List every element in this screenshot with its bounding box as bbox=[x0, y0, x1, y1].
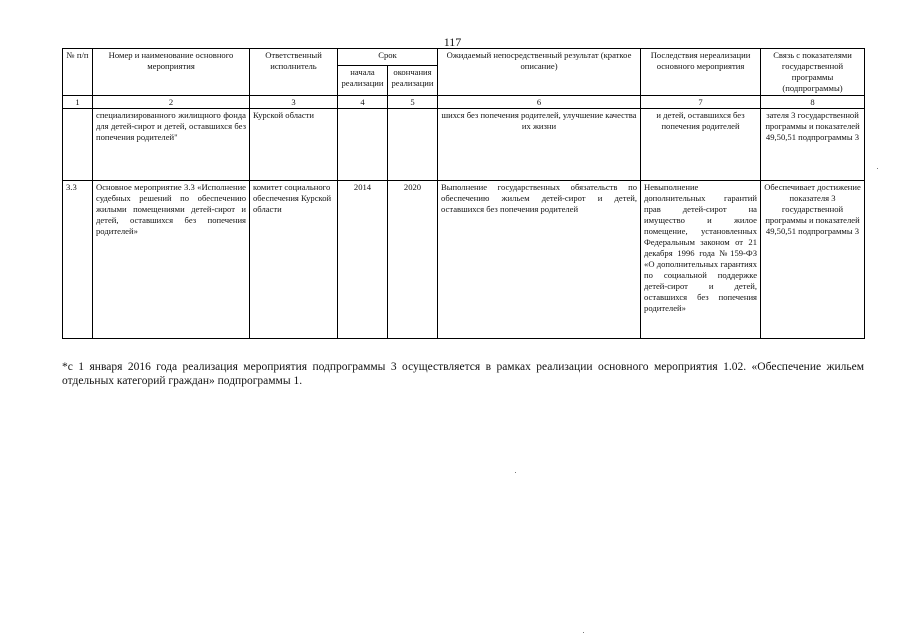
end-year bbox=[388, 109, 438, 181]
measure-name: Основное мероприятие 3.3 «Исполнение судебных решений по обеспечению жилыми помещениями детей-сирот и детей, оставшихся без попечения родителей» bbox=[93, 181, 250, 339]
header-indicator-link: Связь с показателями государственной программы (подпрограммы) bbox=[761, 49, 865, 96]
scan-speck bbox=[583, 632, 584, 633]
indicator-link: Обеспечивает достижение показателя 3 государственной программы и показателей 49,50,51 подпрограммы 3 bbox=[761, 181, 865, 339]
indicator-link: зателя 3 государственной программы и показателей 49,50,51 подпрограммы 3 bbox=[761, 109, 865, 181]
column-number: 8 bbox=[761, 96, 865, 109]
header-end: окончания реализации bbox=[388, 65, 438, 95]
start-year: 2014 bbox=[338, 181, 388, 339]
page-number: 117 bbox=[443, 35, 462, 49]
expected-result: шихся без попечения родителей, улучшение качества их жизни bbox=[438, 109, 641, 181]
header-start: начала реализации bbox=[338, 65, 388, 95]
table-header-row bbox=[63, 49, 865, 66]
end-year: 2020 bbox=[388, 181, 438, 339]
column-numbers-row bbox=[63, 96, 865, 109]
consequences: Невыполнение дополнительных гарантий прав детей-сирот на имущество и жилое помещение, установленных Федеральным законом от 21 декабря 1996 года №159-ФЗ «О дополнительных гарантиях по социальной поддержке детей-сирот и детей, оставшихся без попечения родителей» bbox=[641, 181, 761, 339]
executor: Курской области bbox=[250, 109, 338, 181]
header-term: Срок bbox=[338, 49, 438, 66]
scan-speck bbox=[877, 168, 878, 169]
header-num: № п/п bbox=[63, 49, 93, 96]
header-consequences: Последствия нереализации основного мероприятия bbox=[641, 49, 761, 96]
table-row-3-3 bbox=[63, 181, 865, 339]
column-number: 2 bbox=[93, 96, 250, 109]
scan-speck bbox=[515, 472, 516, 473]
measures-table bbox=[62, 48, 865, 339]
column-number: 5 bbox=[388, 96, 438, 109]
column-number: 1 bbox=[63, 96, 93, 109]
column-number: 7 bbox=[641, 96, 761, 109]
header-executor: Ответственный исполнитель bbox=[250, 49, 338, 96]
start-year bbox=[338, 109, 388, 181]
column-number: 4 bbox=[338, 96, 388, 109]
consequences: и детей, оставшихся без попечения родителей bbox=[641, 109, 761, 181]
executor: комитет социального обеспечения Курской области bbox=[250, 181, 338, 339]
row-number: 3.3 bbox=[63, 181, 93, 339]
header-expected-result: Ожидаемый непосредственный результат (краткое описание) bbox=[438, 49, 641, 96]
column-number: 3 bbox=[250, 96, 338, 109]
table-row-continued bbox=[63, 109, 865, 181]
column-number: 6 bbox=[438, 96, 641, 109]
header-measure-name: Номер и наименование основного мероприятия bbox=[93, 49, 250, 96]
footnote: *с 1 января 2016 года реализация мероприятия подпрограммы 3 осуществляется в рамках реализации основного мероприятия 1.02. «Обеспечение жильем отдельных категорий граждан» подпрограммы 1. bbox=[62, 361, 864, 387]
expected-result: Выполнение государственных обязательств по обеспечению жильем детей-сирот и детей, оставшихся без попечения родителей bbox=[438, 181, 641, 339]
measure-name: специализированного жилищного фонда для детей-сирот и детей, оставшихся без попечения родителей" bbox=[93, 109, 250, 181]
